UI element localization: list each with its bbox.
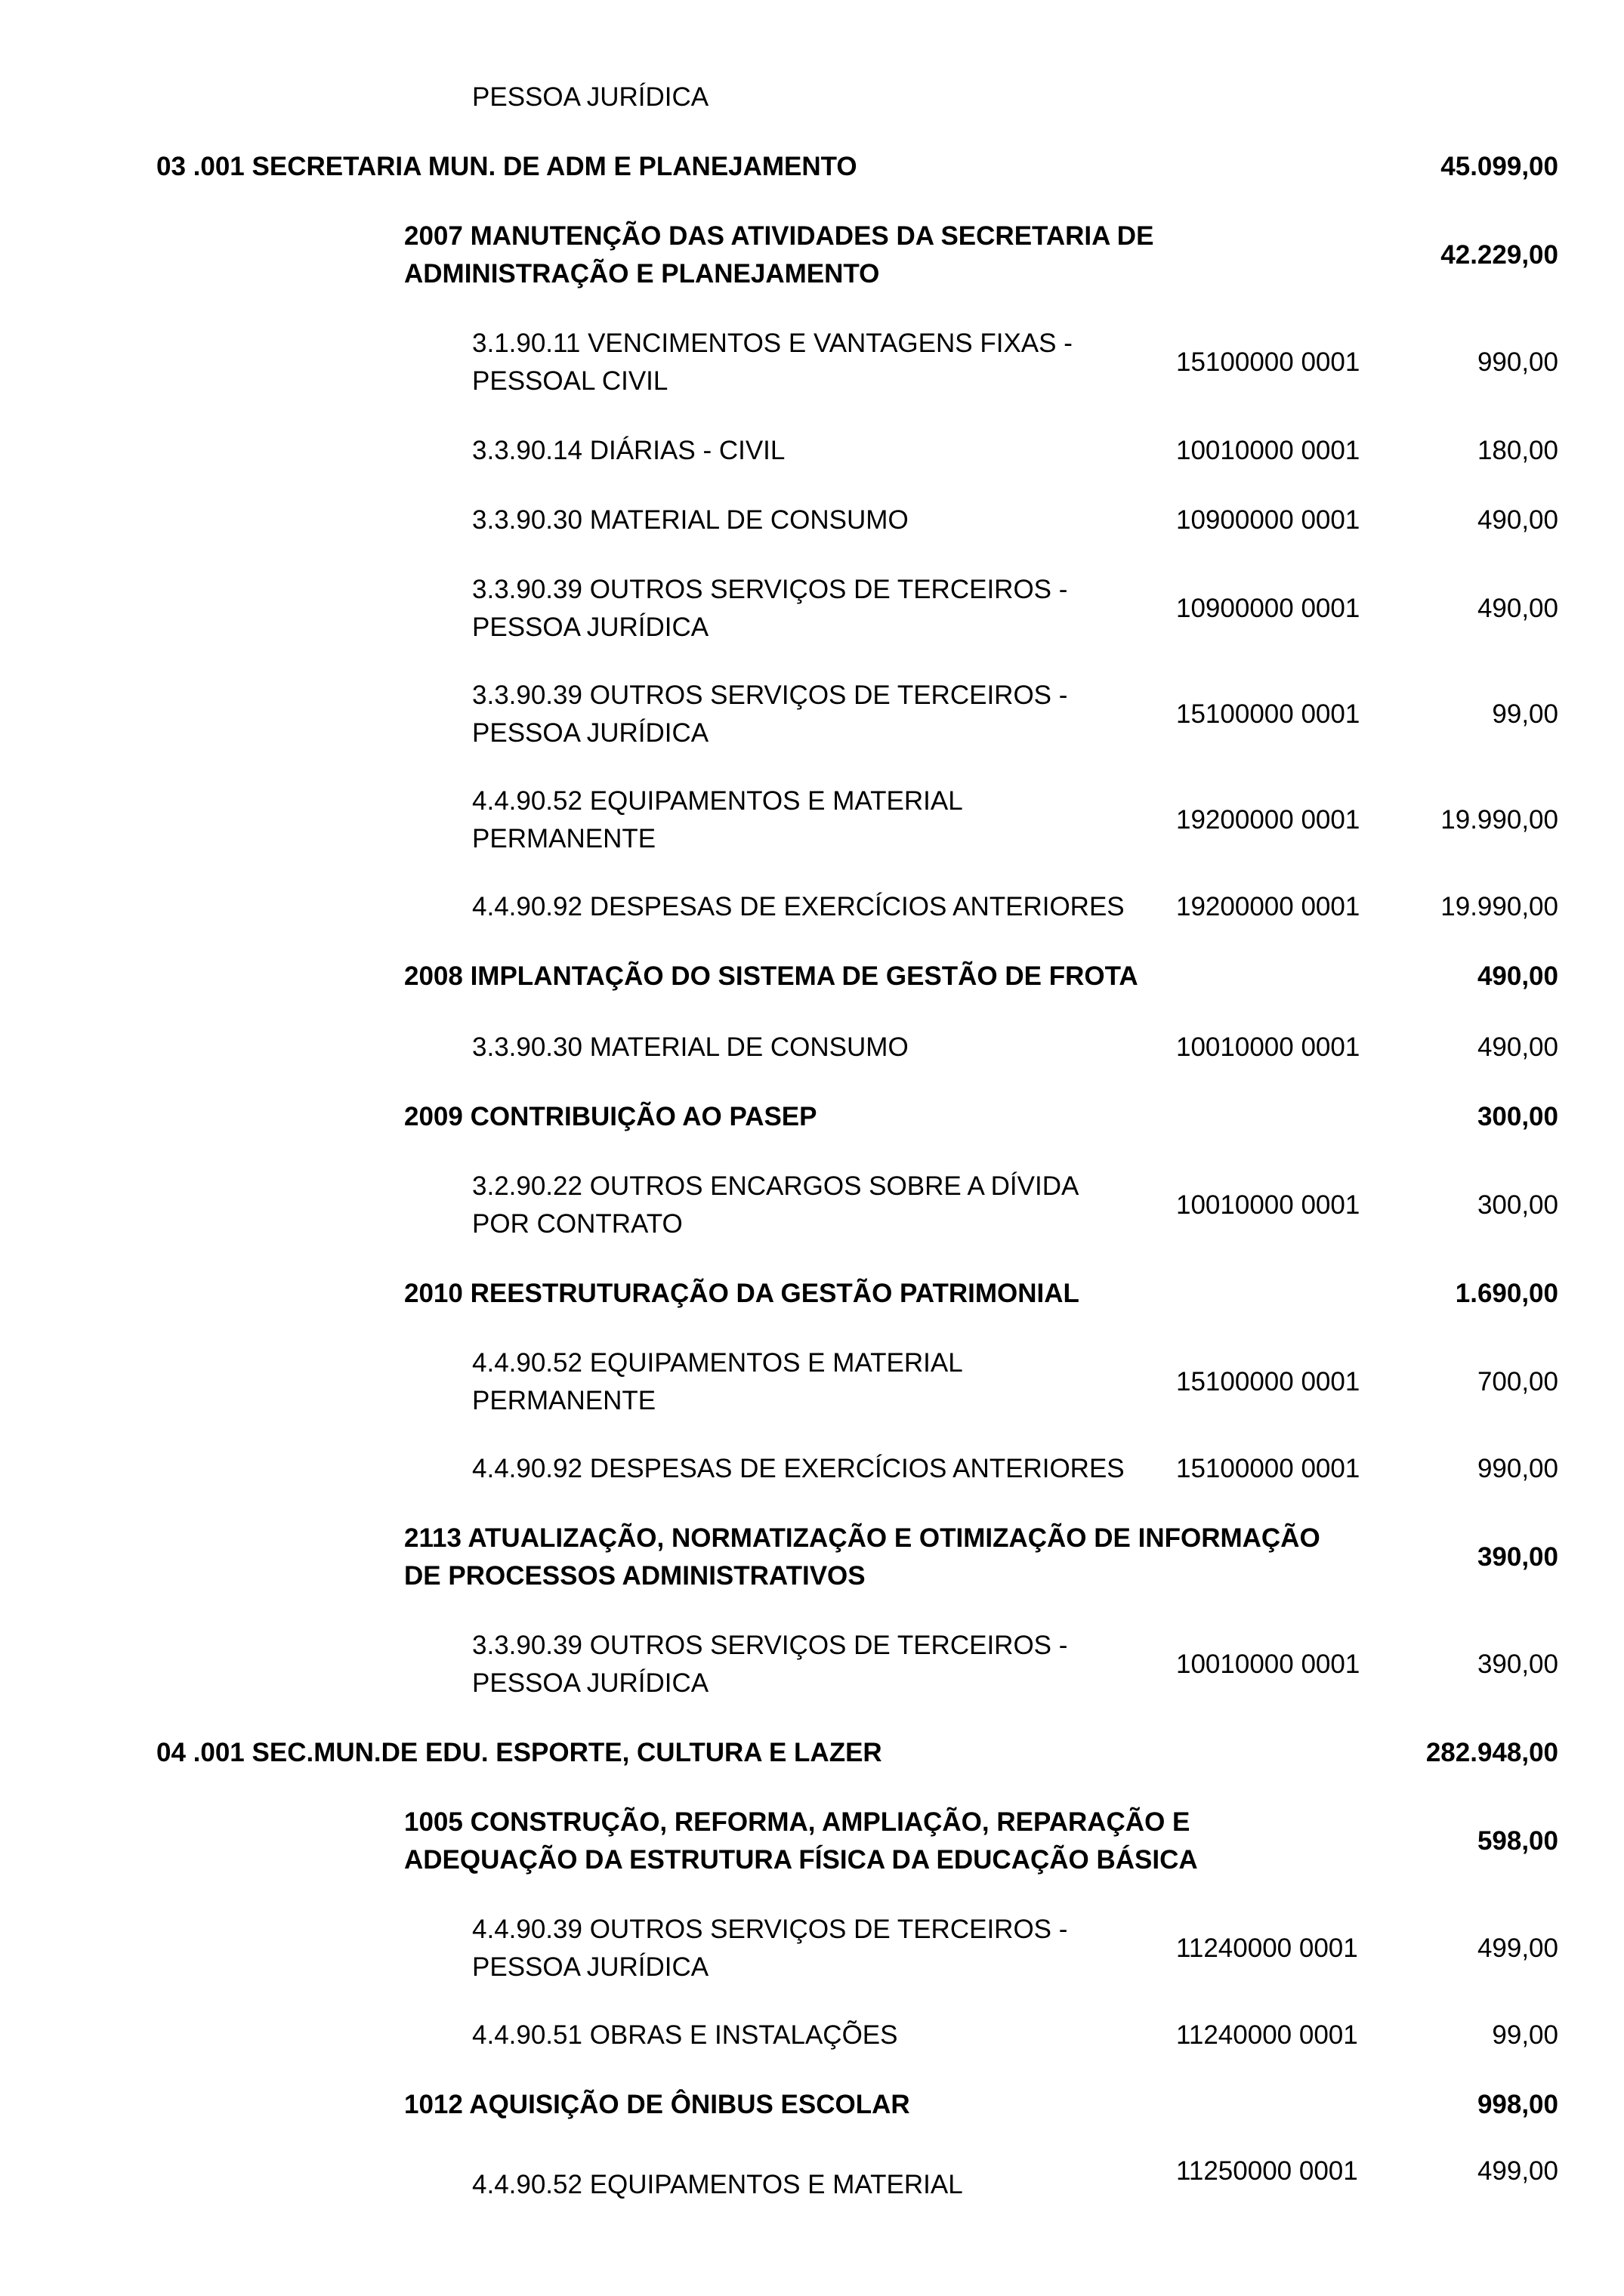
- expense-description-line1: 3.3.90.39 OUTROS SERVIÇOS DE TERCEIROS -: [472, 575, 1068, 604]
- org-unit-amount: 282.948,00: [1425, 1738, 1558, 1767]
- expense-description-line1: 3.3.90.30 MATERIAL DE CONSUMO: [472, 505, 909, 535]
- expense-amount: 99,00: [1492, 2020, 1558, 2050]
- expense-source: 15100000 0001: [1176, 1454, 1360, 1483]
- expense-source: 10900000 0001: [1176, 505, 1360, 535]
- action-amount: 300,00: [1477, 1102, 1558, 1131]
- expense-amount: 990,00: [1477, 347, 1558, 377]
- org-unit-amount: 45.099,00: [1440, 152, 1558, 181]
- expense-source: 11250000 0001: [1176, 2156, 1358, 2186]
- action-amount: 598,00: [1477, 1826, 1558, 1856]
- expense-description-line2: PESSOA JURÍDICA: [472, 613, 709, 642]
- expense-description-line2: PESSOA JURÍDICA: [472, 1668, 709, 1698]
- expense-amount: 490,00: [1477, 1032, 1558, 1062]
- expense-description-line1: 4.4.90.92 DESPESAS DE EXERCÍCIOS ANTERIORES: [472, 1454, 1125, 1483]
- action-label-line2: ADEQUAÇÃO DA ESTRUTURA FÍSICA DA EDUCAÇÃO BÁSICA: [404, 1845, 1198, 1875]
- expense-description-line1: 3.1.90.11 VENCIMENTOS E VANTAGENS FIXAS -: [472, 329, 1073, 358]
- expense-description-line2: PESSOA JURÍDICA: [472, 718, 709, 748]
- action-label-line2: ADMINISTRAÇÃO E PLANEJAMENTO: [404, 259, 880, 289]
- action-label-line1: 1012 AQUISIÇÃO DE ÔNIBUS ESCOLAR: [404, 2090, 910, 2119]
- expense-description-line1: 3.3.90.39 OUTROS SERVIÇOS DE TERCEIROS -: [472, 1631, 1068, 1660]
- action-amount: 1.690,00: [1455, 1279, 1558, 1308]
- item-description: PESSOA JURÍDICA: [472, 82, 709, 112]
- expense-description-line1: 4.4.90.92 DESPESAS DE EXERCÍCIOS ANTERIORES: [472, 892, 1125, 921]
- expense-amount: 499,00: [1477, 1933, 1558, 1963]
- action-label-line1: 2007 MANUTENÇÃO DAS ATIVIDADES DA SECRETARIA DE: [404, 221, 1154, 251]
- expense-description-line2: POR CONTRATO: [472, 1209, 683, 1239]
- expense-description-line2: PESSOA JURÍDICA: [472, 1952, 709, 1982]
- expense-amount: 490,00: [1477, 594, 1558, 623]
- expense-amount: 180,00: [1477, 436, 1558, 465]
- action-amount: 490,00: [1477, 961, 1558, 991]
- expense-source: 10900000 0001: [1176, 594, 1360, 623]
- expense-amount: 490,00: [1477, 505, 1558, 535]
- action-label-line1: 2010 REESTRUTURAÇÃO DA GESTÃO PATRIMONIAL: [404, 1279, 1079, 1308]
- action-label-line1: 2009 CONTRIBUIÇÃO AO PASEP: [404, 1102, 817, 1131]
- expense-source: 11240000 0001: [1176, 2020, 1358, 2050]
- expense-amount: 499,00: [1477, 2156, 1558, 2186]
- org-unit-label: 03 .001 SECRETARIA MUN. DE ADM E PLANEJAMENTO: [156, 152, 857, 181]
- action-label-line1: 1005 CONSTRUÇÃO, REFORMA, AMPLIAÇÃO, REPARAÇÃO E: [404, 1807, 1190, 1837]
- expense-source: 15100000 0001: [1176, 347, 1360, 377]
- org-unit-label: 04 .001 SEC.MUN.DE EDU. ESPORTE, CULTURA E LAZER: [156, 1738, 882, 1767]
- action-amount: 390,00: [1477, 1542, 1558, 1572]
- expense-source: 10010000 0001: [1176, 1032, 1360, 1062]
- expense-description-line1: 3.3.90.30 MATERIAL DE CONSUMO: [472, 1032, 909, 1062]
- expense-source: 10010000 0001: [1176, 1190, 1360, 1220]
- expense-description-line1: 4.4.90.39 OUTROS SERVIÇOS DE TERCEIROS -: [472, 1915, 1068, 1944]
- expense-amount: 990,00: [1477, 1454, 1558, 1483]
- expense-description-line2: PERMANENTE: [472, 824, 656, 853]
- expense-source: 19200000 0001: [1176, 805, 1360, 835]
- expense-amount: 19.990,00: [1440, 892, 1558, 921]
- expense-description-line1: 3.2.90.22 OUTROS ENCARGOS SOBRE A DÍVIDA: [472, 1171, 1079, 1201]
- expense-description-line1: 4.4.90.52 EQUIPAMENTOS E MATERIAL: [472, 1348, 963, 1378]
- expense-description-line1: 3.3.90.39 OUTROS SERVIÇOS DE TERCEIROS -: [472, 680, 1068, 710]
- expense-amount: 99,00: [1492, 699, 1558, 729]
- action-amount: 998,00: [1477, 2090, 1558, 2119]
- expense-description-line2: PERMANENTE: [472, 1386, 656, 1415]
- expense-source: 10010000 0001: [1176, 436, 1360, 465]
- expense-description-line2: PESSOAL CIVIL: [472, 366, 668, 396]
- expense-description-line1: 4.4.90.52 EQUIPAMENTOS E MATERIAL: [472, 786, 963, 816]
- expense-source: 15100000 0001: [1176, 1367, 1360, 1396]
- expense-description-line1: 4.4.90.52 EQUIPAMENTOS E MATERIAL: [472, 2170, 963, 2199]
- expense-source: 19200000 0001: [1176, 892, 1360, 921]
- action-label-line1: 2113 ATUALIZAÇÃO, NORMATIZAÇÃO E OTIMIZAÇÃO DE INFORMAÇÃO: [404, 1523, 1320, 1553]
- expense-source: 11240000 0001: [1176, 1933, 1358, 1963]
- expense-description-line1: 3.3.90.14 DIÁRIAS - CIVIL: [472, 436, 786, 465]
- expense-source: 15100000 0001: [1176, 699, 1360, 729]
- action-label-line1: 2008 IMPLANTAÇÃO DO SISTEMA DE GESTÃO DE FROTA: [404, 961, 1138, 991]
- expense-source: 10010000 0001: [1176, 1649, 1360, 1679]
- action-amount: 42.229,00: [1440, 240, 1558, 270]
- expense-amount: 300,00: [1477, 1190, 1558, 1220]
- expense-description-line1: 4.4.90.51 OBRAS E INSTALAÇÕES: [472, 2020, 898, 2050]
- expense-amount: 390,00: [1477, 1649, 1558, 1679]
- action-label-line2: DE PROCESSOS ADMINISTRATIVOS: [404, 1561, 866, 1591]
- expense-amount: 700,00: [1477, 1367, 1558, 1396]
- expense-amount: 19.990,00: [1440, 805, 1558, 835]
